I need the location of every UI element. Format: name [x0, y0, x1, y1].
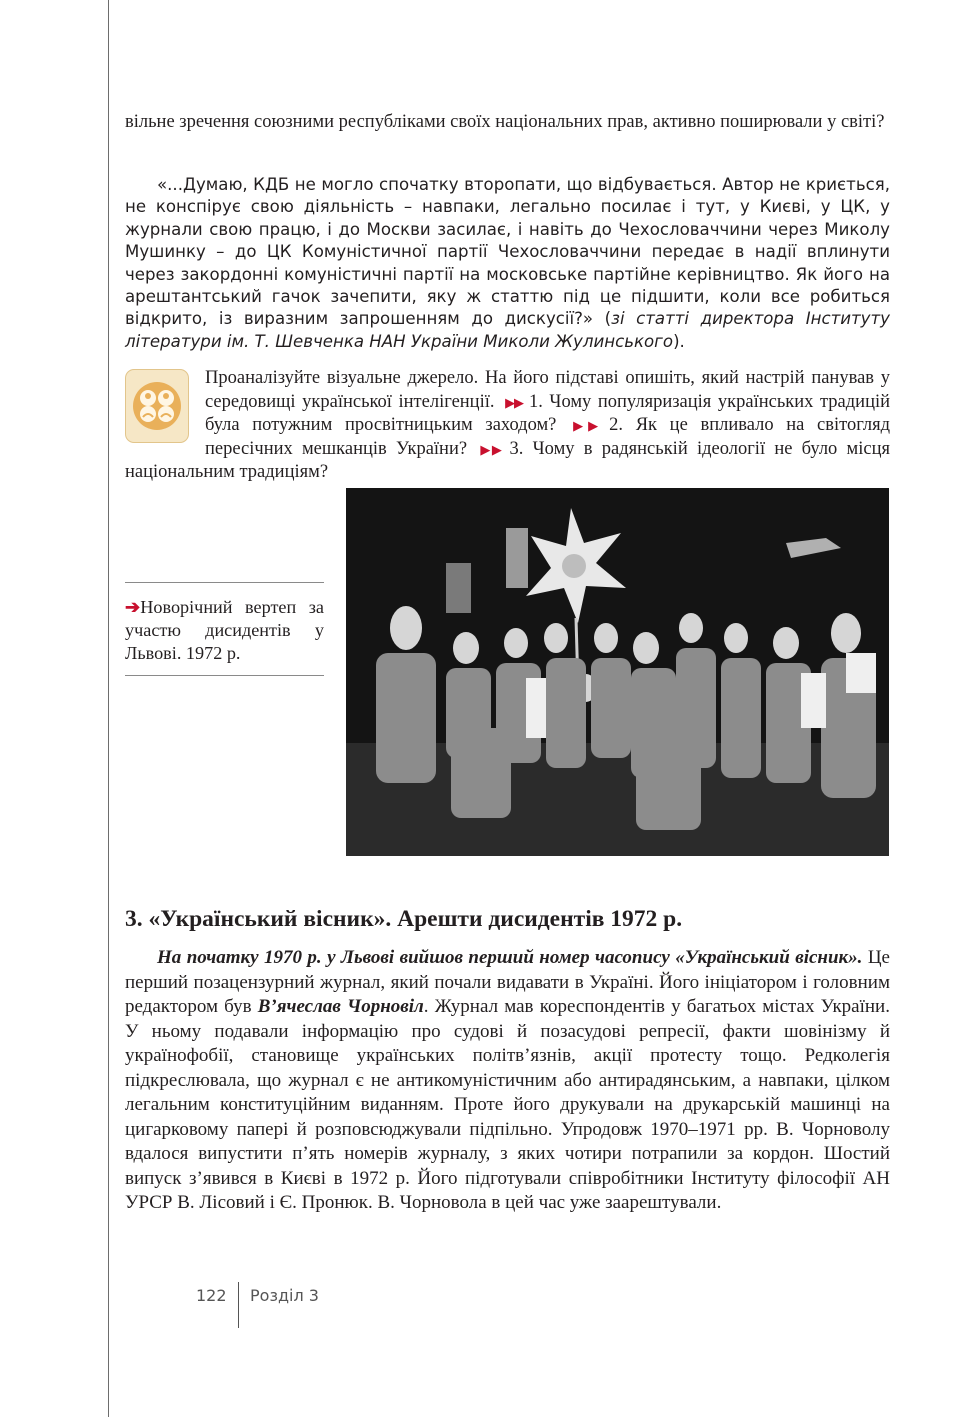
- task-question-1: 1. Чому популяризація українських традицій була потужним просвітницьким заходом?: [205, 391, 891, 435]
- vertep-photo: [346, 488, 889, 856]
- section-body: [125, 946, 890, 1216]
- section-heading: 3. «Український вісник». Арешти дисидентів 1972 р.: [125, 906, 683, 932]
- people-reading-icon: [125, 369, 189, 443]
- quote-close: ).: [673, 331, 685, 351]
- section-text-2: . Журнал мав кореспондентів у багатьох містах України. У ньому подавали інформацію про судові й позасудові репресії, факти шовінізму й українофобії, становище українських політв’язнів, акції протесту тощо. Редколегія підкреслювала, що журнал є не антикомуністичним або антирадянським, а навпаки, цілком легальним конституційним виданням. Проте його друкували на друкарській машинці на цигарковому папері й розповсюджували підпільно. Упродовж 1970–1971 рр. В. Чорноволу вдалося випустити п’ять номерів журналу, з яких чотири потрапили за кордон. Шостий випуск з’явився в Києві в 1972 р. Його підготували співробітники Інституту філософії АН УРСР В. Лісовий і Є. Пронюк. В. Чорновола в цей час уже заарештували.: [125, 996, 890, 1213]
- margin-line: [108, 0, 109, 1417]
- task-question-3: 3. Чому в радянській ідеології не було місця національним традиціям?: [125, 438, 891, 482]
- task-question-2: 2. Як це впливало на світогляд пересічних мешканців України?: [205, 415, 890, 459]
- double-arrow-icon: ▶▶: [573, 418, 604, 433]
- double-arrow-icon: ▶▶: [480, 441, 504, 457]
- quote-block: [125, 174, 890, 353]
- chapter-label: Розділ 3: [250, 1286, 319, 1305]
- photo-caption: ➔Новорічний вертеп за участю дисидентів у Львові. 1972 р.: [125, 597, 324, 663]
- caption-bottom-rule: [125, 675, 324, 676]
- editor-name: В’ячеслав Чорновіл: [257, 996, 424, 1017]
- footer-divider: [238, 1282, 239, 1328]
- page-number: 122: [196, 1286, 227, 1305]
- intro-paragraph: вільне зречення союзними республіками своїх національних прав, активно поширювали у світі?: [125, 112, 885, 132]
- quote-source: зі статті директора Інституту літератури ім. Т. Шевченка НАН України Миколи Жулинського: [125, 309, 890, 351]
- task-intro: Проаналізуйте візуальне джерело. На його підставі опишіть, який настрій панував у середовищі української інтелігенції.: [205, 368, 890, 412]
- right-arrow-icon: ➔: [125, 597, 141, 617]
- section-text-1: Це перший позацензурний журнал, який почали видавати в Україні. Його ініціатором і головним редактором був: [125, 947, 890, 1017]
- caption-top-rule: [125, 582, 324, 583]
- quote-text: «...Думаю, КДБ не могло спочатку второпати, що відбувається. Автор не криється, не конспірує свою діяльність – навпаки, легально посилає і тут, у Києві, у ЦК, у журнали свою працю, і до Москви засилає, і навіть до Чехословаччини через Миколу Мушинку – до ЦК Комуністичної партії Чехословаччини передає в надії вплинути через закордонні комуністичні партії на московське партійне керівництво. Як його на арештантський гачок зачепити, яку ж статтю під це підшити, коли все робиться відкрито, із виразним запрошенням до дискусії?» (: [125, 175, 890, 329]
- double-arrow-icon: ▶▶: [505, 394, 523, 410]
- task-block: [125, 367, 890, 485]
- section-lead: На початку 1970 р. у Львові вийшов перший номер часопису «Український вісник».: [157, 947, 863, 968]
